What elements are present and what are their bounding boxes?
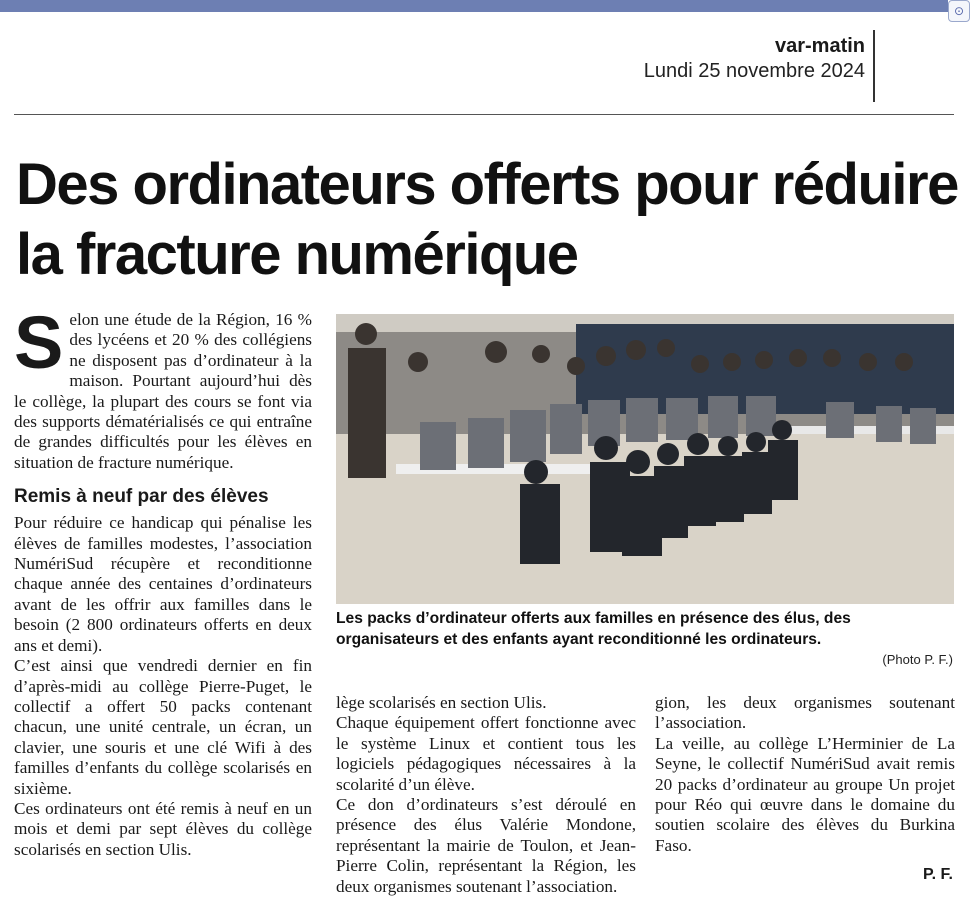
paragraph-3-continued: lège scolarisés en section Ulis. — [336, 693, 547, 712]
paragraph-5-continued: gion, les deux organismes soutenant l’association. — [655, 693, 955, 733]
column-1 — [14, 301, 312, 859]
photo-caption: Les packs d’ordinateur offerts aux familles en présence des élus, des organisateurs et des enfants ayant reconditionné les ordinateurs. — [336, 610, 851, 648]
paragraph-4: Chaque équipement offert fonctionne avec le système Linux et contient tous les logiciels pédagogiques nécessaires à la scolarité d’un élève. — [336, 713, 636, 794]
paragraph-2: C’est ainsi que vendredi dernier en fin d’après-midi au collège Pierre-Puget, le collectif a offert 50 packs contenant chacun, une unité centrale, un écran, un clavier, une souris et une clé Wifi à des familles d’enfants du collège scolarisés en sixième. — [14, 656, 312, 798]
drop-cap: S — [14, 301, 64, 384]
lens-scan-icon[interactable]: ⊙ — [948, 0, 970, 22]
photo-credit: (Photo P. F.) — [882, 652, 953, 667]
paragraph-3: Ces ordinateurs ont été remis à neuf en un mois et demi par sept élèves du collège scolarisés en section Ulis. — [14, 798, 312, 859]
paragraph-1: Pour réduire ce handicap qui pénalise les élèves de familles modestes, l’association NumériSud récupère et reconditionne chaque année des centaines d’ordinateurs avant de les offrir aux familles dans le besoin (2 800 ordinateurs offerts en deux ans et demi). — [14, 513, 312, 655]
header-rule — [14, 114, 954, 115]
section-subhead: Remis à neuf par des élèves — [14, 486, 269, 508]
article-headline: Des ordinateurs offerts pour réduire la fracture numérique — [16, 152, 958, 287]
top-color-bar — [0, 0, 948, 12]
publication-name: var-matin — [774, 35, 865, 57]
group-photo-illustration — [336, 314, 954, 604]
masthead — [644, 34, 865, 84]
article-photo — [336, 314, 954, 604]
paragraph-6: La veille, au collège L’Herminier de La Seyne, le collectif NumériSud avait remis 20 packs d’ordinateur au groupe Un projet pour Réo qui œuvre dans le domaine du soutien scolaire des élèves du Burkina Faso. — [655, 733, 955, 855]
author-signature: P. F. — [923, 866, 953, 883]
masthead-divider — [873, 30, 875, 102]
paragraph-5: Ce don d’ordinateurs s’est déroulé en présence des élus Valérie Mondone, représentant la mairie de Toulon, et Jean-Pierre Colin, représentant la Région, les deux organismes soutenant l’association. — [336, 795, 636, 896]
column-3 — [655, 693, 955, 856]
column-2 — [336, 693, 636, 896]
publication-date: Lundi 25 novembre 2024 — [643, 60, 865, 82]
intro-paragraph: Selon une étude de la Région, 16 % des lycéens et 20 % des collégiens ne disposent pas d’ordinateur à la maison. Pourtant aujourd’hui dès le collège, la plupart des cours se font via des supports dématérialisés ce qui entraîne de grandes difficultés pour les élèves en situation de fracture numérique. — [14, 301, 312, 472]
